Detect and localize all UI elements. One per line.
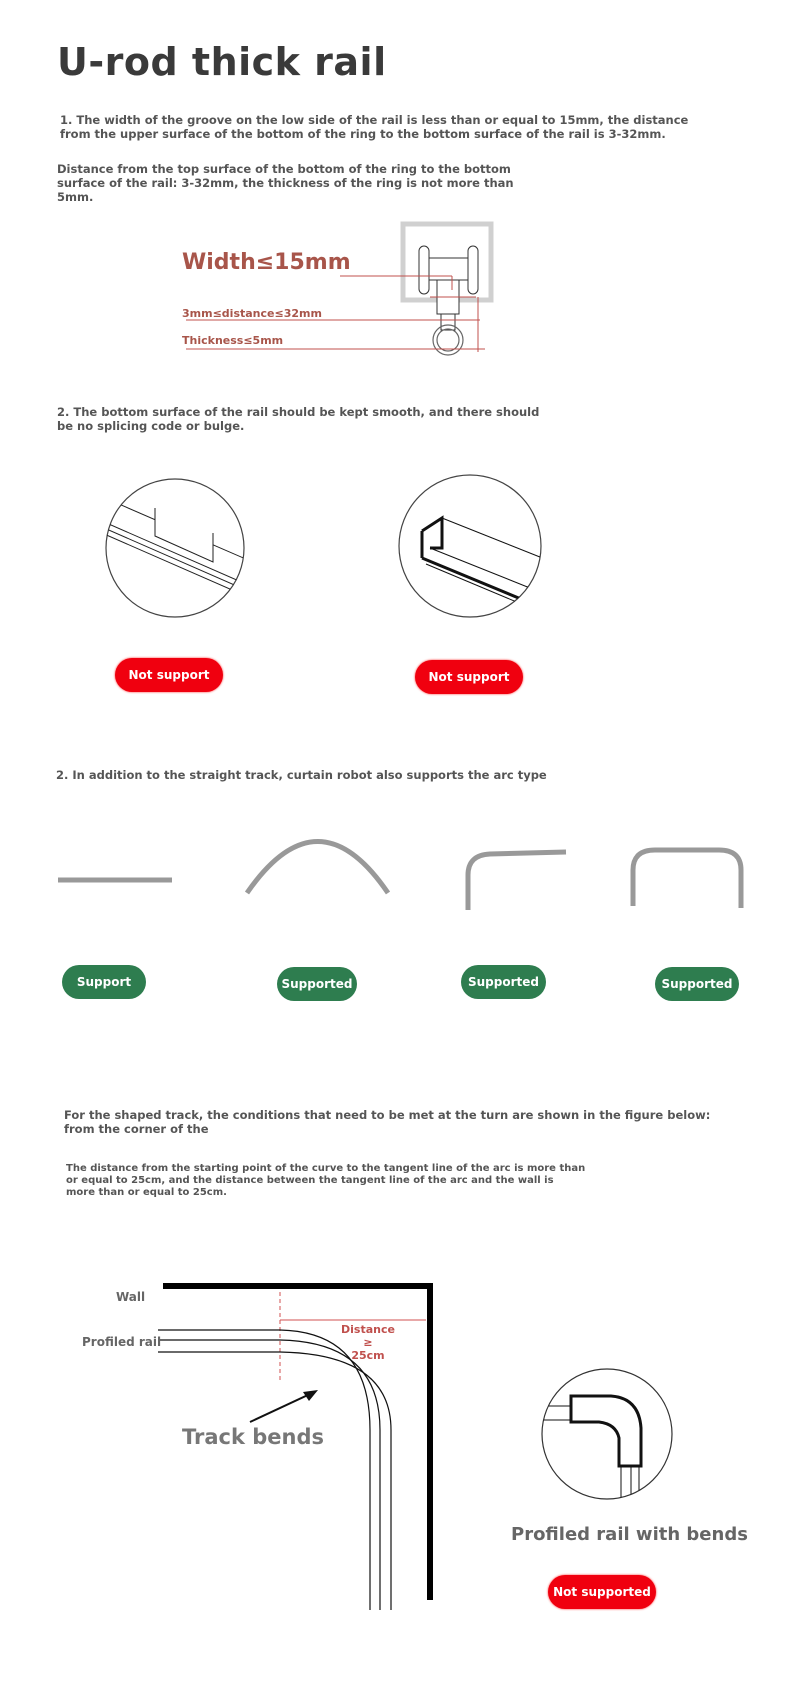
distance-condition-paragraph: The distance from the starting point of the curve to the tangent line of the arc is more than or equal to 25cm, and the distance between the tangent line of the arc and the wall is more than or equal to 25cm. bbox=[66, 1163, 586, 1198]
arc-support-paragraph: 2. In addition to the straight track, curtain robot also supports the arc type bbox=[56, 768, 547, 782]
width-label: Width≤15mm bbox=[182, 250, 351, 275]
l-shaped-track-icon bbox=[468, 852, 566, 910]
distance-label-line2: 25cm bbox=[351, 1349, 385, 1362]
u-shaped-track-icon bbox=[633, 850, 741, 908]
profiled-rail-title: Profiled rail with bends bbox=[511, 1524, 748, 1545]
profiled-rail-bend-icon bbox=[541, 1368, 681, 1508]
bulged-rail-icon bbox=[390, 476, 550, 636]
arc-track-icon bbox=[247, 842, 388, 894]
thickness-label: Thickness≤5mm bbox=[182, 334, 284, 347]
track-bends-label: Track bends bbox=[182, 1425, 325, 1449]
not-support-badge: Not support bbox=[115, 658, 223, 692]
distance-label: 3mm≤distance≤32mm bbox=[182, 307, 322, 320]
support-badge: Support bbox=[62, 965, 146, 999]
page-title: U-rod thick rail bbox=[57, 40, 387, 84]
requirement-paragraph-1: 1. The width of the groove on the low side of the rail is less than or equal to 15mm, the distance from the upper surface of the bottom of the ring to the bottom surface of the rail is 3-32mm. bbox=[60, 113, 689, 141]
rail-cross-section-icon bbox=[0, 0, 800, 380]
not-support-badge: Not support bbox=[415, 660, 523, 694]
distance-label-line1: Distance ≥ bbox=[341, 1323, 395, 1349]
spliced-rail-icon bbox=[95, 478, 255, 638]
track-shapes bbox=[0, 820, 800, 940]
supported-badge: Supported bbox=[655, 967, 739, 1001]
profiled-rail-label: Profiled rail bbox=[82, 1335, 162, 1349]
wall-label: Wall bbox=[116, 1290, 146, 1304]
supported-badge: Supported bbox=[461, 965, 546, 999]
smoothness-paragraph: 2. The bottom surface of the rail should be kept smooth, and there should be no splicing code or bulge. bbox=[57, 405, 540, 433]
not-supported-badge: Not supported bbox=[548, 1575, 656, 1609]
supported-badge: Supported bbox=[277, 967, 357, 1001]
shaped-track-paragraph: For the shaped track, the conditions that need to be met at the turn are shown in the figure below: from the corner of the bbox=[64, 1108, 711, 1136]
requirement-paragraph-2: Distance from the top surface of the bottom of the ring to the bottom surface of the rail: 3-32mm, the thickness of the ring is not more than 5mm. bbox=[57, 162, 514, 204]
distance-label bbox=[335, 1323, 401, 1362]
